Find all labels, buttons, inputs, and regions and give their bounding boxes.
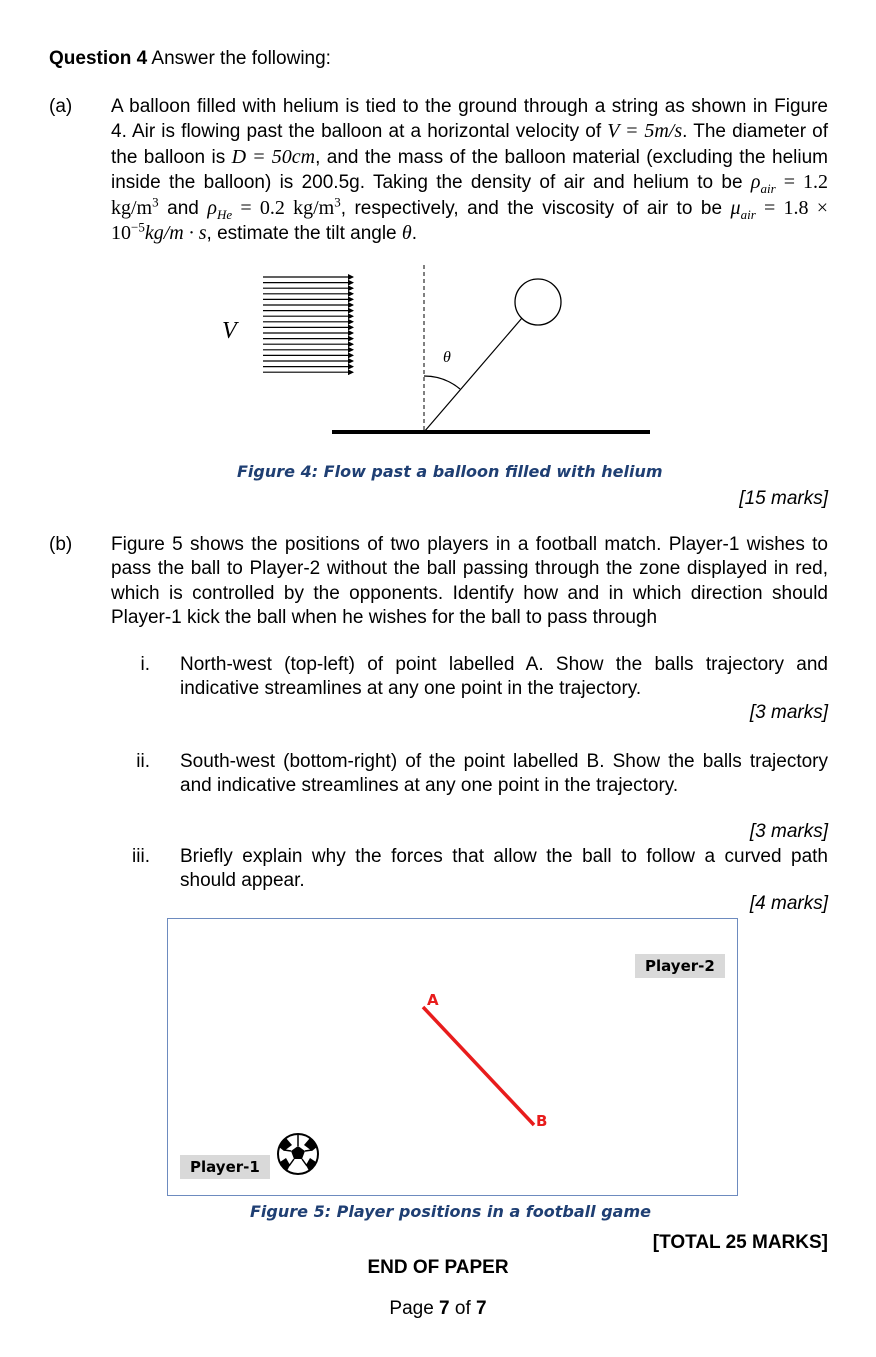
math-rho-air-symbol: ρ (750, 171, 761, 194)
part-a-text-7: . (411, 223, 418, 245)
figure-4-caption: Figure 4: Flow past a balloon filled with helium (237, 462, 663, 481)
math-diameter: D = 50cm (231, 145, 316, 168)
item-iii-marks: [4 marks] (749, 893, 828, 914)
math-rho-he-symbol: ρ (207, 196, 217, 219)
math-rho-he-exp: 3 (334, 193, 341, 209)
item-ii-text: South-west (bottom-right) of the point labelled B. Show the balls trajectory and indicative streamlines at any one point in the trajectory. (180, 751, 828, 797)
page-number (0, 1298, 876, 1320)
flow-arrows (263, 277, 353, 372)
soccer-ball-icon (278, 1134, 318, 1174)
end-of-paper: END OF PAPER (367, 1257, 509, 1278)
balloon-string (424, 318, 522, 432)
part-b-body (49, 533, 828, 631)
question-instruction: Answer the following: (147, 48, 331, 69)
part-a-label: (a) (49, 96, 73, 117)
figure-5-field (168, 919, 737, 1195)
page-mid: of (449, 1298, 477, 1319)
velocity-label: V (222, 318, 237, 344)
part-b-statement: Figure 5 shows the positions of two players in a football match. Player-1 wishes to pass the ball to Player-2 without the ball passing through the zone displayed in red, which is controlled by the opponents. Identify how and in which direction should Player-1 kick the ball when he wishes for the ball to pass through (111, 534, 828, 629)
balloon (515, 279, 561, 325)
page-total: 7 (476, 1298, 487, 1319)
part-a-text (49, 95, 829, 246)
point-a-label: A (427, 991, 439, 1009)
item-ii-number: ii. (136, 751, 150, 772)
item-iii-text: Briefly explain why the forces that allow the ball to follow a curved path should appear. (180, 846, 828, 892)
math-mu-value: = 1.8 × 10 (111, 196, 828, 245)
opponent-zone-line (423, 1007, 534, 1125)
math-rho-air-value: = 1.2 kg/m (111, 171, 829, 219)
math-rho-he-sub: He (216, 206, 233, 222)
page-prefix: Page (389, 1298, 440, 1319)
item-i-text: North-west (top-left) of point labelled A. Show the balls trajectory and indicative streamlines at any one point in the trajectory. (180, 654, 828, 700)
figure-5-caption: Figure 5: Player positions in a football game (250, 1202, 651, 1221)
item-iii-number: iii. (132, 846, 150, 867)
part-b-label: (b) (49, 534, 73, 555)
math-rho-he-value: = 0.2 kg/m (232, 196, 335, 219)
math-mu-unit: kg/m · s (144, 222, 207, 245)
math-theta: θ (401, 222, 412, 245)
math-mu-symbol: μ (730, 196, 741, 219)
part-a-marks: [15 marks] (739, 488, 828, 509)
part-a-text-6: , estimate the tilt angle (206, 223, 402, 245)
angle-arc (424, 376, 460, 389)
question-number: Question 4 (49, 48, 148, 69)
math-mu-sub: air (740, 206, 756, 222)
math-rho-he (207, 193, 341, 222)
total-marks: [TOTAL 25 MARKS] (652, 1232, 828, 1253)
part-a-text-1: A balloon filled with helium is tied to the ground through a string as shown in Figure 4. Air is flowing past the balloon at a horizontal velocity of (111, 96, 828, 143)
part-a-body (49, 95, 829, 246)
part-a-text-3: , and the mass of the balloon material (excluding the helium inside the balloon) is 200.5g. Taking the density of air and helium to be (111, 146, 828, 194)
player-2-label: Player-2 (635, 954, 725, 978)
math-mu-exp: −5 (131, 219, 145, 235)
item-ii-marks: [3 marks] (749, 821, 828, 842)
question-title (49, 48, 331, 70)
angle-label: θ (443, 349, 451, 366)
math-rho-air-exp: 3 (152, 193, 159, 209)
part-b-text (49, 533, 828, 631)
item-i-number: i. (140, 654, 150, 675)
figure-5-box (167, 918, 738, 1196)
part-a-text-5: , respectively, and the viscosity of air to be (340, 197, 731, 219)
part-a-text-4: and (158, 197, 208, 219)
part-a-text-2: . The diameter of the balloon is (111, 121, 829, 168)
player-1-label: Player-1 (180, 1155, 270, 1179)
math-rho-air-sub: air (760, 181, 776, 197)
item-i-marks: [3 marks] (749, 702, 828, 723)
math-velocity: V = 5m/s (607, 120, 683, 143)
page-current: 7 (439, 1298, 450, 1319)
point-b-label: B (536, 1112, 548, 1130)
figure-4-diagram (0, 260, 876, 440)
